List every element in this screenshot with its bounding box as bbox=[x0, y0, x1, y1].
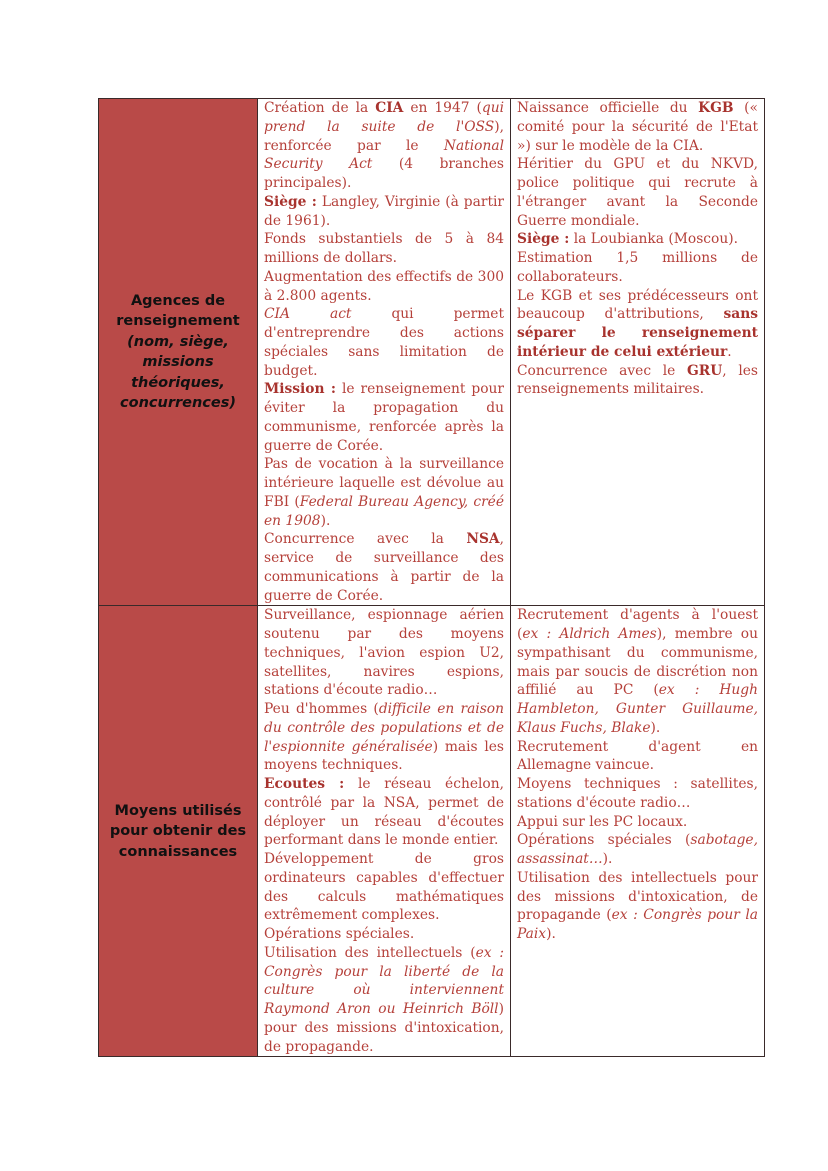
paragraph: Moyens techniques : satellites, stations d'écoute radio… bbox=[517, 776, 758, 811]
header-line: théoriques, bbox=[131, 374, 225, 391]
paragraph: Appui sur les PC locaux. bbox=[517, 813, 688, 830]
paragraph: Concurrence avec le GRU, les renseignements militaires. bbox=[517, 362, 758, 398]
header-line: concurrences) bbox=[120, 395, 236, 412]
paragraph: Concurrence avec la NSA, service de surveillance des communications à partir de la guerre de Corée. bbox=[264, 531, 504, 604]
paragraph: Estimation 1,5 millions de collaborateurs. bbox=[517, 250, 758, 285]
table-row-agencies bbox=[99, 99, 765, 606]
paragraph: Surveillance, espionnage aérien soutenu par des moyens techniques, l'avion espion U2, satellites, navires espions, stations d'écoute radio… bbox=[264, 607, 504, 699]
paragraph: Opérations spéciales (sabotage, assassinat…). bbox=[517, 832, 758, 867]
paragraph: Augmentation des effectifs de 300 à 2.800 agents. bbox=[264, 268, 504, 304]
header-line: pour obtenir des bbox=[109, 823, 247, 839]
paragraph: Siège : la Loubianka (Moscou). bbox=[517, 231, 738, 248]
header-line: renseignement bbox=[116, 313, 240, 330]
header-line: connaissances bbox=[118, 843, 238, 860]
header-line: Moyens utilisés bbox=[114, 802, 242, 819]
cia-agency-cell bbox=[258, 99, 511, 606]
paragraph: Naissance officielle du KGB (« comité pour la sécurité de l'Etat ») sur le modèle de la CIA. bbox=[517, 100, 758, 154]
row-header-means bbox=[99, 606, 258, 1057]
paragraph: Ecoutes : le réseau échelon, contrôlé par la NSA, permet de déployer un réseau d'écoutes performant dans le monde entier. bbox=[264, 776, 504, 849]
paragraph: Opérations spéciales. bbox=[264, 926, 415, 942]
paragraph: Utilisation des intellectuels (ex : Congrès pour la liberté de la culture où interviennent Raymond Aron ou Heinrich Böll) pour des missions d'intoxication, de propagande. bbox=[264, 944, 505, 1055]
paragraph: Recrutement d'agents à l'ouest (ex : Aldrich Ames), membre ou sympathisant du communisme, mais par soucis de discrétion non affilié au PC (ex : Hugh Hambleton, Gunter Guillaume, Klaus Fuchs, Blake). bbox=[517, 607, 759, 736]
table-row-means bbox=[99, 606, 765, 1057]
paragraph: Pas de vocation à la surveillance intérieure laquelle est dévolue au FBI (Federal Bureau Agency, créé en 1908). bbox=[264, 456, 505, 529]
paragraph: CIA act qui permet d'entreprendre des actions spéciales sans limitation de budget. bbox=[264, 306, 504, 379]
header-line: (nom, siège, bbox=[127, 333, 229, 350]
header-line: Agences de bbox=[130, 292, 226, 309]
kgb-agency-cell bbox=[511, 99, 765, 606]
paragraph: Siège : Langley, Virginie (à partir de 1961). bbox=[264, 193, 505, 229]
cia-means-cell bbox=[258, 606, 511, 1057]
paragraph: Mission : le renseignement pour éviter la propagation du communisme, renforcée après la guerre de Corée. bbox=[264, 381, 505, 454]
paragraph: Héritier du GPU et du NKVD, police politique qui recrute à l'étranger avant la Seconde Guerre mondiale. bbox=[517, 156, 758, 229]
paragraph: Fonds substantiels de 5 à 84 millions de dollars. bbox=[264, 231, 504, 266]
paragraph: Recrutement d'agent en Allemagne vaincue. bbox=[517, 738, 758, 774]
paragraph: Création de la CIA en 1947 (qui prend la suite de l'OSS), renforcée par le National Security Act (4 branches principales). bbox=[264, 100, 504, 191]
kgb-means-cell bbox=[511, 606, 765, 1057]
paragraph: Peu d'hommes (difficile en raison du contrôle des populations et de l'espionnite généralisée) mais les moyens techniques. bbox=[264, 701, 504, 774]
paragraph: Développement de gros ordinateurs capables d'effectuer des calculs mathématiques extrêmement complexes. bbox=[264, 851, 504, 924]
comparison-table bbox=[98, 98, 765, 1057]
row-header-agencies bbox=[99, 99, 258, 606]
paragraph: Le KGB et ses prédécesseurs ont beaucoup d'attributions, sans séparer le renseignement intérieur de celui extérieur. bbox=[517, 287, 758, 360]
paragraph: Utilisation des intellectuels pour des missions d'intoxication, de propagande (ex : Congrès pour la Paix). bbox=[517, 869, 758, 942]
header-line: missions bbox=[142, 354, 214, 371]
